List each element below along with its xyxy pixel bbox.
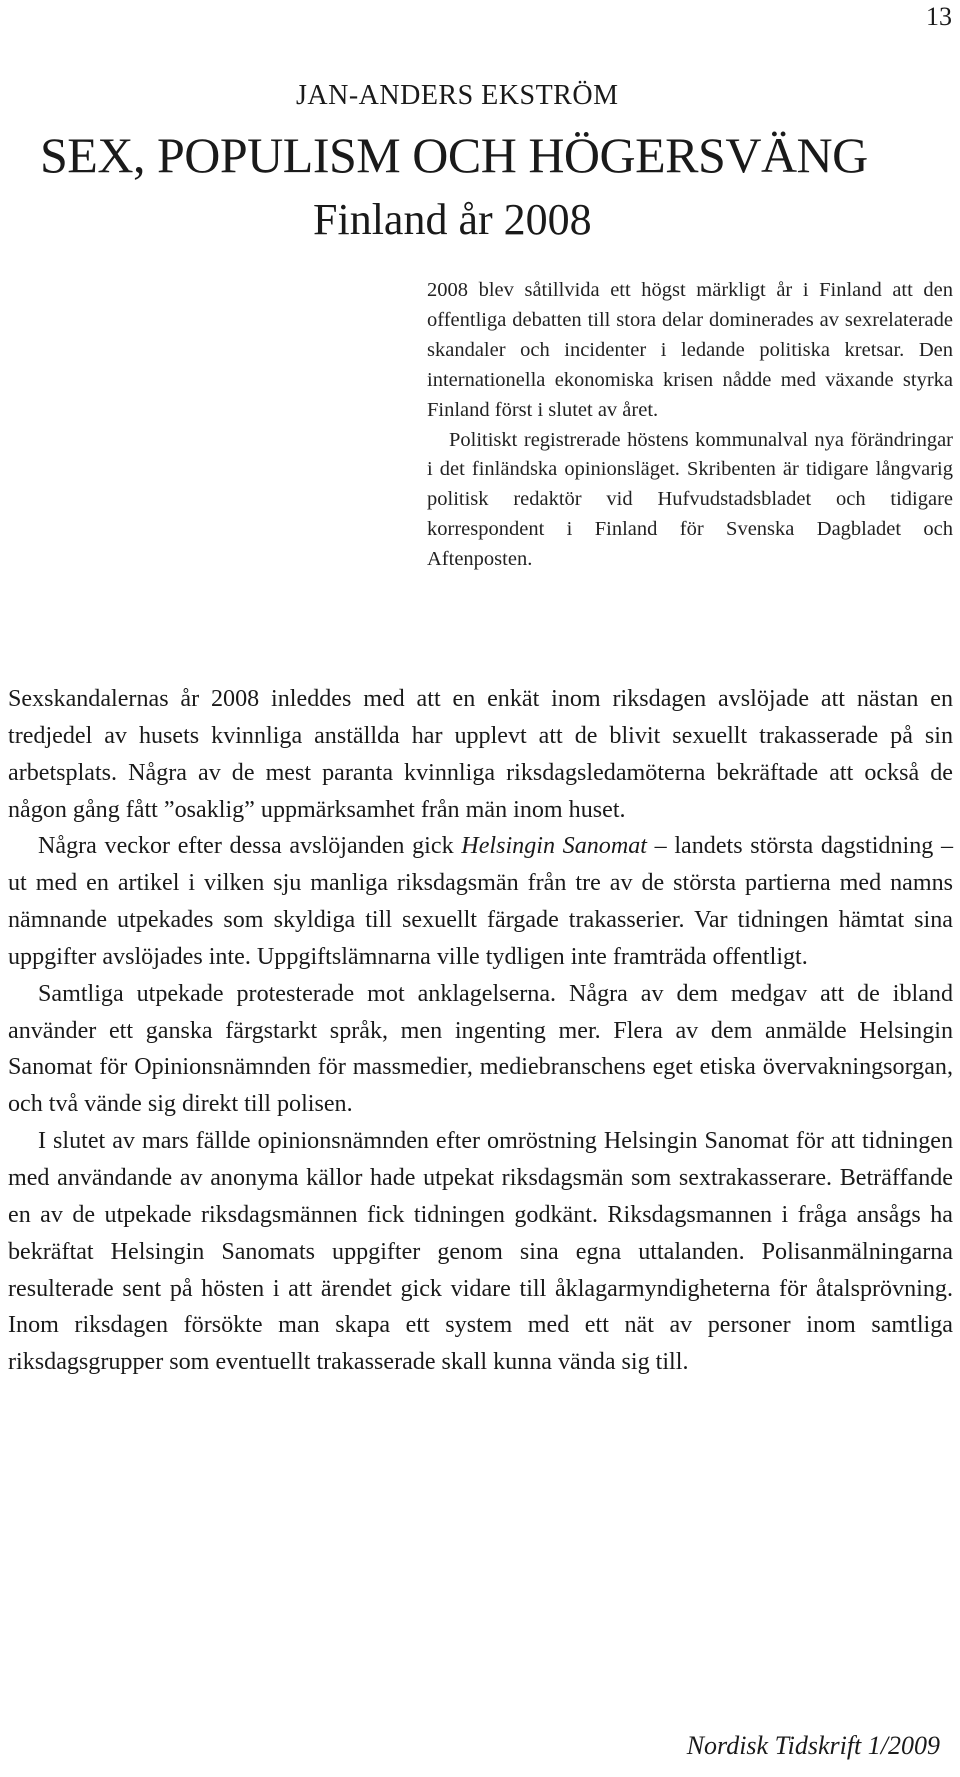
- body-paragraph: [8, 828, 953, 975]
- abstract-paragraph: 2008 blev såtillvida ett högst märkligt år i Finland att den offentliga debatten till stora delar dominerades av sexrelaterade skandaler och incidenter i ledande politiska kretsar. Den internationella ekonomiska krisen nådde med växande styrka Finland först i slutet av året.: [427, 279, 953, 421]
- article-title: SEX, POPULISM OCH HÖGERSVÄNG: [40, 127, 868, 183]
- page-number: 13: [926, 2, 952, 31]
- body-text-run: – landets största dagstidning – ut med en artikel i vilken sju manliga riksdagsmän från tre av de största partierna med namns nämnande utpekades som skyldiga till sexuellt färgade trakasserier. Var tidningen hämtat sina uppgifter avslöjades inte. Uppgiftslämnarna ville tydligen inte framträda offentligt.: [8, 833, 953, 970]
- article-abstract: [427, 276, 953, 575]
- journal-footer: Nordisk Tidskrift 1/2009: [686, 1731, 940, 1760]
- article-subtitle: Finland år 2008: [313, 195, 592, 244]
- body-text-run: Några veckor efter dessa avslöjanden gick: [38, 833, 462, 860]
- abstract-paragraph: Politiskt registrerade höstens kommunalval nya förändringar i det finländska opinionsläget. Skribenten är tidigare långvarig politisk redaktör vid Hufvudstadsbladet och tidigare korrespondent i Finland för Svenska Dagbladet och Aftenposten.: [427, 428, 953, 571]
- body-paragraph: I slutet av mars fällde opinionsnämnden efter omröstning Helsingin Sanomat för att tidningen med användande av anonyma källor hade utpekat riksdagsmän som sextrakasserare. Beträffande en av de utpekade riksdagsmännen fick tidningen godkänt. Riksdagsmannen i fråga ansågs ha bekräftat Helsingin Sanomats uppgifter genom sina egna uttalanden. Polisanmälningarna resulterade sent på hösten i att ärendet gick vidare till åklagarmyndigheterna för åtalsprövning. Inom riksdagen försökte man skapa ett system med ett nät av personer inom samtliga riksdagsgrupper som eventuellt trakasserade skall kunna vända sig till.: [8, 1128, 953, 1376]
- body-paragraph: Sexskandalernas år 2008 inleddes med att en enkät inom riksdagen avslöjade att nästan en tredjedel av husets kvinnliga anställda har upplevt att de blivit sexuellt trakasserade på sin arbetsplats. Några av de mest paranta kvinnliga riksdagsledamöterna bekräftade att också de någon gång fått ”osaklig” uppmärksamhet från män inom huset.: [8, 686, 953, 823]
- article-author: JAN-ANDERS EKSTRÖM: [296, 80, 619, 111]
- article-body: [8, 681, 953, 1381]
- newspaper-name: Helsingin Sanomat: [461, 833, 647, 860]
- body-paragraph: Samtliga utpekade protesterade mot anklagelserna. Några av dem medgav att de ibland använder ett ganska färgstarkt språk, men ingenting mer. Flera av dem anmälde Helsingin Sanomat för Opinionsnämnden för massmedier, mediebranschens eget etiska övervakningsorgan, och två vände sig direkt till polisen.: [8, 980, 953, 1118]
